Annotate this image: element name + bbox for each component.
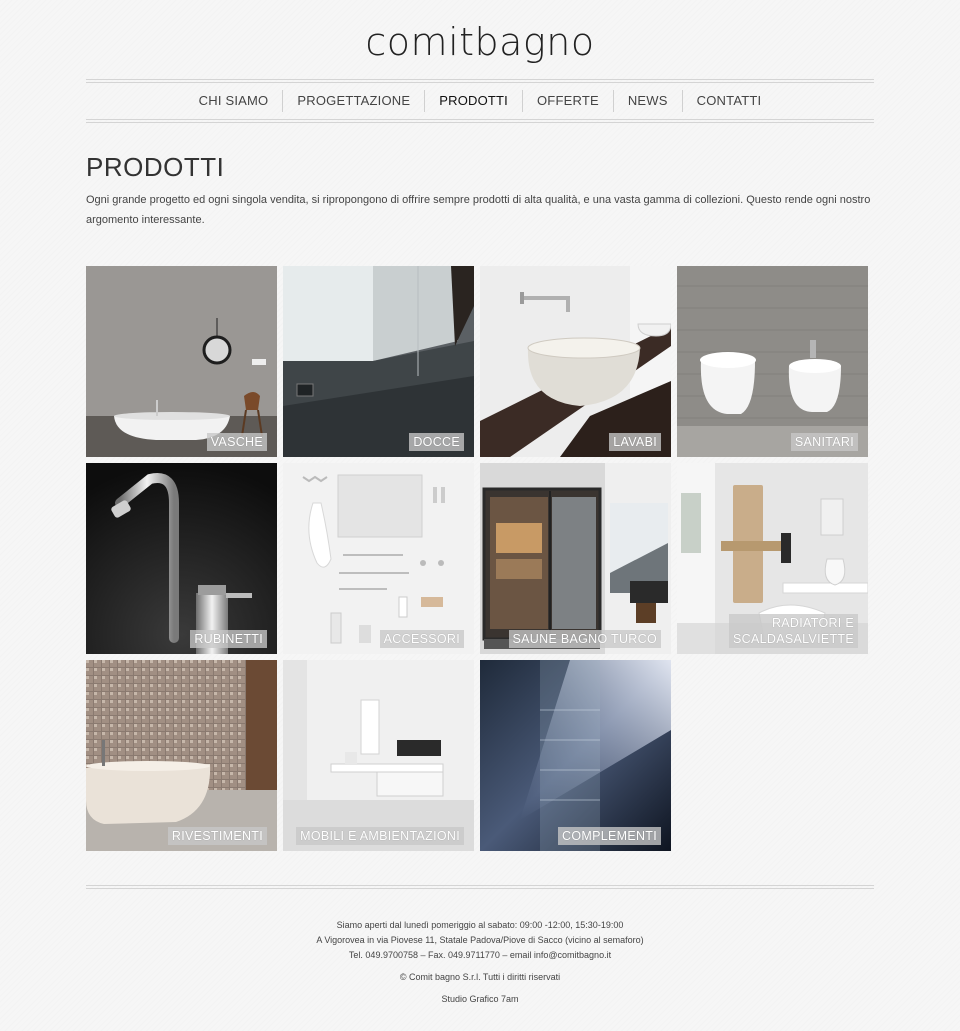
product-tile-mobili[interactable] bbox=[283, 660, 474, 851]
footer-address: A Vigorovea in via Piovese 11, Statale Padova/Piove di Sacco (vicino al semaforo) bbox=[316, 935, 644, 945]
tile-label: RIVESTIMENTI bbox=[168, 827, 267, 845]
footer-credit-link[interactable]: Studio Grafico 7am bbox=[441, 994, 519, 1004]
product-tile-accessori[interactable] bbox=[283, 463, 474, 654]
rivestimenti-image bbox=[86, 660, 277, 851]
tile-label: RADIATORI E SCALDASALVIETTE bbox=[729, 614, 858, 648]
sanitari-image bbox=[677, 266, 868, 457]
product-tile-saune-bagno-turco[interactable] bbox=[480, 463, 671, 654]
product-tile-lavabi[interactable] bbox=[480, 266, 671, 457]
nav-bottom-divider bbox=[86, 119, 874, 123]
product-tile-radiatori[interactable] bbox=[677, 463, 868, 654]
main-nav bbox=[86, 88, 874, 114]
tile-label: COMPLEMENTI bbox=[558, 827, 661, 845]
nav-item-chi-siamo[interactable]: CHI SIAMO bbox=[198, 93, 269, 108]
tile-label: LAVABI bbox=[609, 433, 661, 451]
nav-item-prodotti[interactable]: PRODOTTI bbox=[424, 90, 522, 112]
footer-divider bbox=[86, 885, 874, 889]
product-tile-rivestimenti[interactable] bbox=[86, 660, 277, 851]
nav-item-offerte[interactable]: OFFERTE bbox=[522, 90, 613, 112]
product-grid bbox=[86, 266, 876, 850]
footer-hours: Siamo aperti dal lunedì pomeriggio al sabato: 09:00 -12:00, 15:30-19:00 bbox=[336, 920, 624, 930]
tile-label: DOCCE bbox=[409, 433, 464, 451]
product-tile-complementi[interactable] bbox=[480, 660, 671, 851]
mobili-image bbox=[283, 660, 474, 851]
complementi-image bbox=[480, 660, 671, 851]
intro-text: Ogni grande progetto ed ogni singola vendita, si ripropongono di offrire sempre prodotti di alta qualità, e una vasta gamma di collezioni. Questo rende ogni nostro argomento interessante. bbox=[86, 194, 871, 226]
footer-copyright: © Comit bagno S.r.l. Tutti i diritti riservati bbox=[399, 972, 561, 982]
product-tile-sanitari[interactable] bbox=[677, 266, 868, 457]
docce-image bbox=[283, 266, 474, 457]
footer-contacts[interactable]: Tel. 049.9700758 – Fax. 049.9711770 – email info@comitbagno.it bbox=[348, 950, 612, 960]
tile-label: MOBILI E AMBIENTAZIONI bbox=[296, 827, 464, 845]
tile-label: RUBINETTI bbox=[190, 630, 267, 648]
product-tile-vasche[interactable] bbox=[86, 266, 277, 457]
accessori-image bbox=[283, 463, 474, 654]
nav-item-progettazione[interactable]: PROGETTAZIONE bbox=[282, 90, 424, 112]
nav-top-divider bbox=[86, 79, 874, 83]
nav-item-news[interactable]: NEWS bbox=[613, 90, 682, 112]
rubinetti-image bbox=[86, 463, 277, 654]
tile-label: VASCHE bbox=[207, 433, 267, 451]
site-logo[interactable]: comitbagno bbox=[365, 20, 595, 64]
tile-label: ACCESSORI bbox=[380, 630, 464, 648]
footer bbox=[0, 918, 960, 1007]
saune-image bbox=[480, 463, 671, 654]
tile-label: SAUNE BAGNO TURCO bbox=[509, 630, 661, 648]
nav-item-contatti[interactable]: CONTATTI bbox=[682, 90, 776, 112]
lavabi-image bbox=[480, 266, 671, 457]
product-tile-rubinetti[interactable] bbox=[86, 463, 277, 654]
vasche-image bbox=[86, 266, 277, 457]
product-tile-docce[interactable] bbox=[283, 266, 474, 457]
page-title: PRODOTTI bbox=[86, 152, 225, 182]
tile-label: SANITARI bbox=[791, 433, 858, 451]
